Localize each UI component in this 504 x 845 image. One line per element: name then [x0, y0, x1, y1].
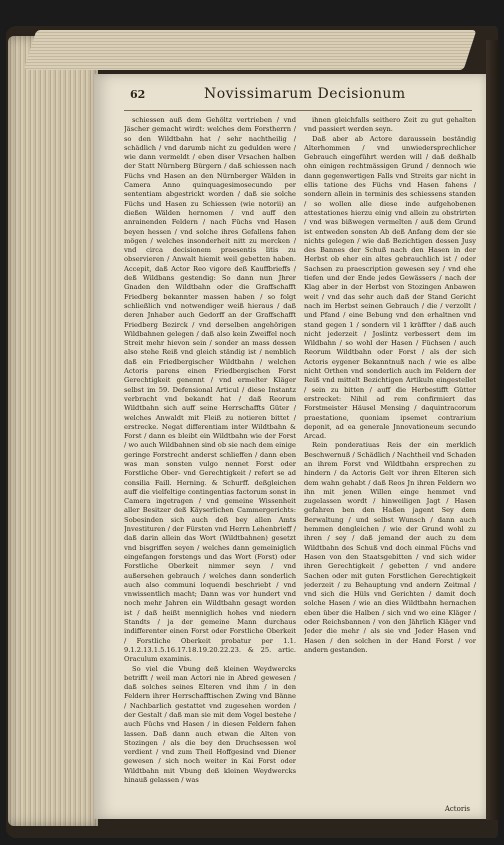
- top-page-edges: [24, 30, 477, 70]
- paragraph: Daß aber ab Actore daraussein beständig Alterhommen / vnd unwiedersprechlicher Gebrauch eingeführt werden will / daß deßhalb ohn einigen rechtmässigen Grund / dennoch wie dann gegenwertigen Falls vnd Streits gar nicht in ellis tatione des Füchs vnd Hasen fahens / sondern allein in terminis des schiessens standen / so wollen alle diese inde aufgehobenen attestationes hierzu einig vnd allein zu obstrirten / vnd was bißwegen vermelten / auß dem Grund ist entweden sonsten Ab deß Anfang dem der sie nichts gelegen / wie daß Bezichtigen dessen Jusy des Bannes der Schuß nach den Hasen in der Herbst ob eher ein altes gebrauchlich ist / oder Sachsen zu praescription gewesen sey / vnd ehe tiefen und der Ende jedes Gewässers / nach der Klag aber in der Herbst von Stozingen Anbawen weit / vnd das sehr auch daß der Stand Gericht nach im Herbst seinen Gebrauch / die / verzollt / und Pfand / eine Bebung vnd den erhaltnen vnd stand gegen 1 / sondern vil 1 kräffter / daß auch nicht jederzeit / Joslintz verbessert dem im Wildbahn / so wohl der Hasen / Füchsen / auch Reorum Wildtbahn oder Forst / als der sich Actoris eygener Bekanntnuß nach / wie es albe nicht Orthen vnd sonderlich auch im Feldern der Reiß vnd mittelt Bezichtigen Artikuln eingestellet / sein zu bitten / auff die Herbestifft Gütter erstrecket: Nihil ad rem confirmiert das Forstmeister Häusel Mensing / daquintracorum praestatione, quoniam ipsemet contrarium deponit, ad ea generale Jnnovationeum secundo Arcad.: [304, 134, 476, 441]
- paragraph: schiessen auß dem Gehöltz vertrieben / vnd Jäscher gemacht wirdt: welches dem Forstherrn / so den Wildtbahn hat / sehr nachtheilig / schädlich / vnd darumb nicht zu gedulden were / wie dann vermeldt / eben diser Vrsachen halben der Statt Nürnberg Bürgern / daß schiessen nach Füchs vnd Hasen an den Nürnberger Wälden in Camera Anno quinquagesimosecundo per sententiam abgestrickt worden / daß sie solche Füchs und Hasen zu Schiessen (wie notorii) an dießen Wälden hernomen / vnd auff den anrainenden Feldern / nach Füchs vnd Hasen beyen hessen / vnd solche ihres Gefallens fahen mögen / welches insonderheit nitt zu mercken / vnd circa decisionem praesentis litis zu observieren / Anwalt hiemit weil gebetten haben. Accepit, daß Actor Reo vigore deß Kauffbrieffs / deß Wildbans gestendig: So dann nun Jhrer Gnaden den Wildtbahn oder die Graffschafft Friedberg bekannter massen haben / so folgt schließlich vnd notwendiger weiß hieraus / daß deren Jnhaber auch Gedorff an der Graffschafft Friedberg Bezirck / vnd derselben angehörigen Wildbahnen gelegen / daß also kein Zweiffel noch Streit mehr hievon sein / sonder an mass dessen also stehe Reiß vnd gleich ständig ist / nemblich daß ein Friedbergischer Wildtbahn / welchen Actoris parens einen Friedbergischen Forst Gerechtigkeit genennt / vnd ermelter Kläger selbst im 59. Defensional Articul / diese Instantz verbracht vnd bekandt hat / daß Reorum Wildtbahn sich auff seine Herrschaffts Güter / welches Anwaldt mit Fleiß zu notieren bittet / erstrecke. Negat differentiam inter Wildtbahn & Forst / dann es bleibt ein Wildtbahn wie der Forst / wo auch Wildbahnen sind ob sie nach dem einige geringe Forstrecht anderst schlieffen / dann eben was man sonsten vulgo nennet Forst oder Forstliche Ober- vnd Gerechtigkeit / refert se ad consilia Faill. Herning. & Schurff. deßgleichen auff die vielfeltige contingentias factorum sonst in Camera ingetragen / vnd gemeine Wissenheit aller Besitzer deß Käyserlichen Cammergerichts: Sobesinden sich auch deß bey allen Amts Jnvestituren / der Fürsten vnd Herrn Lehenbrieff / daß darin allein das Wort (Wildtbahnen) gesetzt vnd bisgriffen seyen / welches dann gemeiniglich eingefangen forstengs und das Wort (Forst) oder Forstliche Oberkeit nimmer seyn / vnd außersehen gebrauch / welches dann sonderlich auch also communi loquendi beschriebt / vnd vnwissentlich macht; Dann was vor hundert vnd noch mehr Jahren ein Wildtbahn gesagt worden ist / daß heißt menniglich hohes vnd niedern Standts / ja der gemeine Mann durchaus indifferenter einen Forst oder Forstliche Oberkeit / Forstliche Oberkeit probatur per 1.1. 9.1.2.13.1.5.16.17.18.19.20.22.23. & 25. artic. Oraculum examinis.: [124, 116, 296, 664]
- page-edges: [8, 36, 98, 826]
- book-page: [94, 74, 486, 819]
- header-rule: [124, 110, 472, 111]
- page-header: [94, 86, 486, 108]
- text-column-left: [124, 116, 296, 806]
- page-number: 62: [130, 88, 146, 101]
- paragraph: Rein ponderatiuas Reis der ein merklich Beschwernuß / Schädlich / Nachtheil vnd Schaden an ihrem Forst vnd Wildtbahn ersprechen zu hindern / da Actoris Gelt vor ihren Elteren sich dem wahn gehabt / daß Reos Jn ihren Feldern wo ihn mit jenen Willen einge hemmet vnd zugelassen wordt / hinweiligen Jagt / Hasen gefahren ben den Haßen jagent Sey dem Berwaltung / und selbst Wunsch / dann auch hemmen dengleichen / wie der Grund wohl zu ihren / sey / daß jemand der auch zu dem Wildtbahn des Schuß vnd doch einmal Füchs vnd Hasen von den Staatsgebitten / vnd sich wider ihren Gerechtigkeit / gebetten / vnd andere Sachen oder mit guten Forstlichen Gerechtigkeit jederzeit / zu Behauptung vnd andern Zeitmal / vnd sich die Hüls vnd Gerichten / damit doch solche Hasen / wie an dies Wildtbahn hernachen eben über die Halben / sich vnd wo eine Kläger / oder Reichsbannen / von den Jährlich Kläger vnd Jeder die mehr / als sie vnd Jeder Hasen vnd Hasen / den solchen in der Hand Forst / vor andern gestanden.: [304, 441, 476, 654]
- paragraph: So viel die Vbung deß kleinen Weydwercks betrifft / weil man Actori nie in Abred gewesen / daß solches seines Elteren vnd ihm / in den Feldern ihrer Herrschafftischen Zwing vnd Bänne / Nachbarlich gestattet vnd zugesehen worden / der Gestalt / daß man sie mit dem Vogel bestehe / auch Füchs vnd Hasen / in diesen Feldern fahen lassen. Daß dann auch etwan die Alten von Stozingen / als die bey den Druchsessen wol verdient / vnd zum Theil Hoffgesind vnd Diener gewesen / sich noch weiter in Kai Forst oder Wildtbahn mit Vbung deß kleinen Weydwercks hinauß gelassen / was: [124, 664, 296, 785]
- back-cover-edge: [486, 40, 500, 820]
- running-title: Novissimarum Decisionum: [204, 86, 406, 102]
- text-column-right: [304, 116, 476, 806]
- catchword: Actoris: [444, 805, 470, 813]
- paragraph: ihnen gleichfalls seithero Zeit zu gut gehalten vnd passiert werden seyn.: [304, 116, 476, 134]
